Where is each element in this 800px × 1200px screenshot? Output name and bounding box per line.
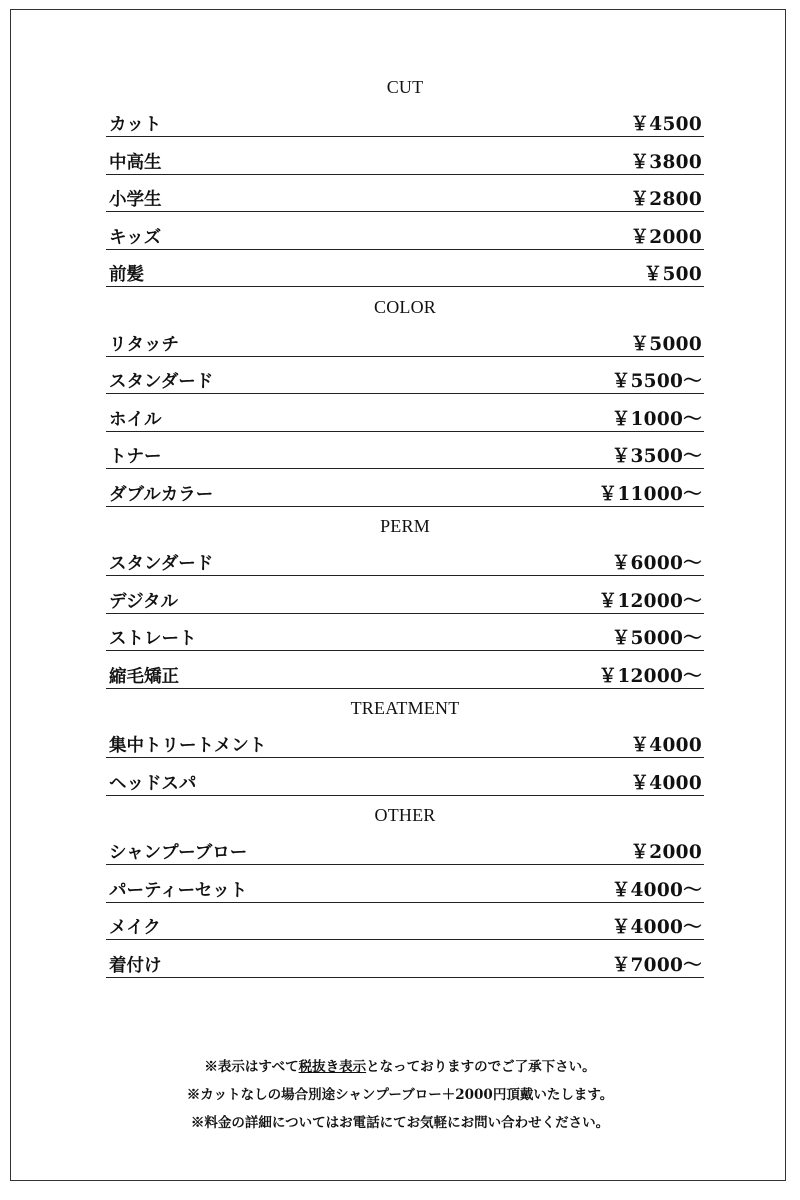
menu-item-price: ￥1000〜 (611, 408, 702, 430)
menu-item-row (106, 438, 704, 469)
menu-item-name: 集中トリートメント (109, 736, 267, 756)
menu-item-name: 中高生 (109, 152, 162, 173)
menu-item-price: ￥4000〜 (611, 879, 702, 901)
menu-item-price: ￥12000〜 (598, 590, 702, 612)
menu-item-row (106, 219, 704, 250)
menu-item-name: 縮毛矯正 (109, 666, 179, 687)
notes-block (0, 1053, 800, 1137)
menu-item-price: ￥4500 (630, 114, 702, 135)
menu-item-row (106, 620, 704, 651)
menu-item-row (106, 106, 704, 137)
menu-item-row (106, 909, 704, 940)
menu-item-name: スタンダード (109, 372, 214, 392)
menu-item-row (106, 947, 704, 978)
menu-item-row (106, 144, 704, 175)
menu-item-price: ￥12000〜 (598, 665, 702, 687)
menu-item-name: メイク (109, 918, 161, 938)
menu-item-name: カット (109, 115, 162, 135)
menu-item-price: ￥6000〜 (611, 553, 702, 574)
menu-item-name: パーティーセット (109, 880, 248, 901)
menu-item-row (106, 872, 704, 903)
menu-item-name: ホイル (109, 409, 162, 430)
menu-item-price: ￥2000 (630, 226, 702, 248)
menu-item-price: ￥5000〜 (611, 628, 702, 649)
menu-item-row (106, 583, 704, 614)
menu-item-name: ストレート (109, 629, 197, 649)
section-title: CUT (386, 77, 424, 97)
menu-item-price: ￥11000〜 (598, 483, 702, 505)
menu-item-name: 前髪 (109, 265, 144, 285)
menu-item-price: ￥3500〜 (611, 446, 702, 467)
section-title: TREATMENT (350, 698, 460, 718)
menu-item-price: ￥5500〜 (611, 371, 702, 392)
menu-item-row (106, 476, 704, 507)
menu-item-row (106, 326, 704, 357)
menu-item-row (106, 256, 704, 287)
menu-item-price: ￥2800 (630, 189, 702, 210)
price-menu (106, 70, 704, 984)
note-tax-underlined: 税抜き表示 (298, 1059, 367, 1075)
menu-item-row (106, 545, 704, 576)
menu-item-name: デジタル (109, 591, 178, 612)
menu-item-name: スタンダード (109, 554, 214, 574)
menu-item-name: 着付け (109, 955, 162, 976)
menu-item-price: ￥3800 (630, 151, 702, 173)
note-tax-suffix: となっておりますのでご了承下さい。 (366, 1059, 596, 1075)
section-title: PERM (380, 516, 430, 536)
menu-item-name: 小学生 (109, 190, 162, 210)
note-tax-prefix: ※表示はすべて (204, 1059, 299, 1075)
menu-item-name: リタッチ (109, 334, 179, 355)
note-shampoo: ※カットなしの場合別途シャンプーブロー＋2000円頂戴いたします。 (186, 1087, 614, 1103)
menu-item-name: ヘッドスパ (109, 773, 197, 794)
menu-item-row (106, 834, 704, 865)
menu-item-row (106, 658, 704, 689)
menu-item-name: シャンプーブロー (109, 843, 248, 863)
menu-item-price: ￥5000 (630, 333, 702, 355)
menu-item-price: ￥500 (643, 264, 702, 285)
menu-item-row (106, 765, 704, 796)
section-title: COLOR (373, 296, 436, 317)
menu-item-row (106, 401, 704, 432)
note-tax (0, 1053, 800, 1081)
menu-item-row (106, 363, 704, 394)
menu-item-name: ダブルカラー (109, 484, 214, 505)
menu-item-price: ￥7000〜 (611, 954, 702, 976)
menu-item-price: ￥4000〜 (611, 917, 702, 938)
menu-item-price: ￥2000 (630, 842, 702, 863)
menu-item-name: キッズ (109, 227, 162, 248)
menu-item-row (106, 181, 704, 212)
menu-item-row (106, 727, 704, 758)
section-title: OTHER (374, 805, 436, 825)
menu-item-name: トナー (109, 447, 162, 467)
menu-item-price: ￥4000 (630, 772, 702, 794)
note-contact: ※料金の詳細についてはお電話にてお気軽にお問い合わせください。 (190, 1115, 610, 1131)
menu-item-price: ￥4000 (630, 735, 702, 756)
